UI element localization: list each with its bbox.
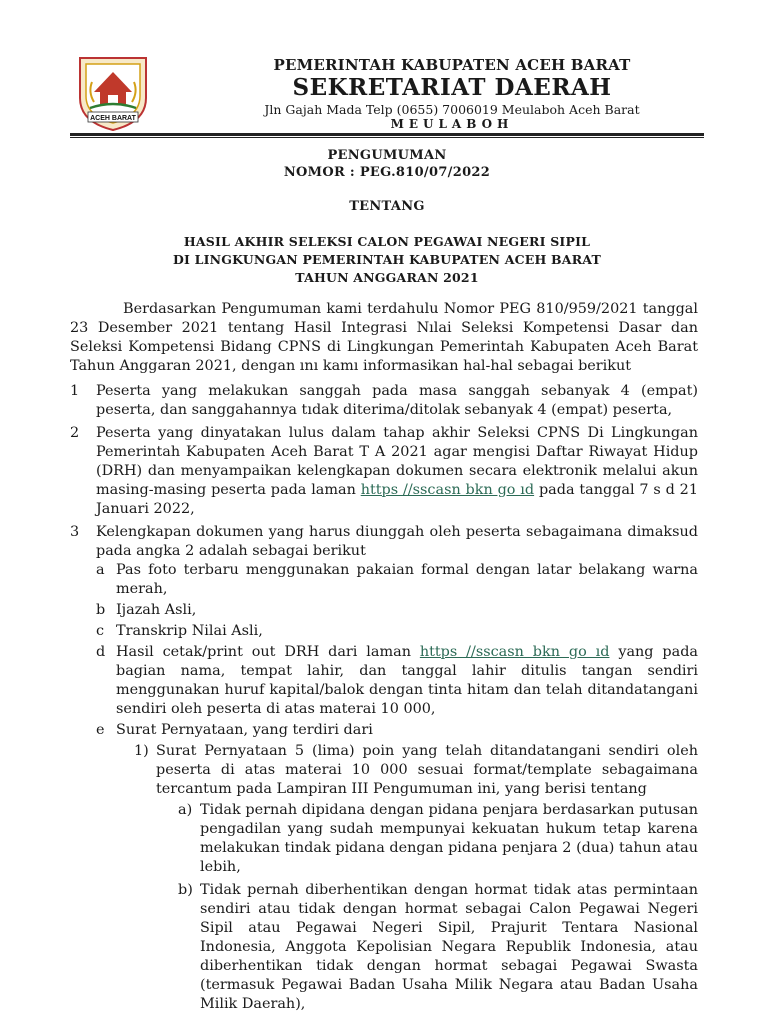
sub-item-label: e [96,722,105,738]
title-line: TAHUN ANGGARAN 2021 [295,270,479,285]
sub-item-text: Hasil cetak/print out DRH dari laman [116,644,420,660]
sub-item-label: b [96,602,106,618]
sub-item-label: c [96,623,105,639]
office-address: Jln Gajah Mada Telp (0655) 7006019 Meulaboh Aceh Barat [264,102,640,117]
item-number: 3 [70,524,80,540]
sub-item-text: Ijazah Asli, [116,602,197,618]
office-city: MEULABOH [390,117,514,131]
clause-text: Tidak pernah diberhentikan dengan hormat tidak atas permintaan sendiri atau tidak dengan hormat sebagai Calon Pegawai Negeri Sipil atau Pegawai Negeri Sipil, Prajurit Tentara Nasional Indonesia, Anggota Kepolisian Negara Republik Indonesia, atau diberhentikan tidak dengan hormat sebagai Pegawai Swasta (termasuk Pegawai Badan Usaha Milik Negara atau Badan Usaha Milik Daerah), [200,882,698,1012]
document-title [70,233,704,287]
sub-item-label: d [96,644,106,660]
clause-text: Tidak pernah dipidana dengan pidana penjara berdasarkan putusan pengadilan yang sudah mempunyai kekuatan hukum tetap karena melakukan tindak pidana dengan pidana penjara 2 (dua) tahun atau lebih, [200,802,698,875]
item-text: Kelengkapan dokumen yang harus diunggah oleh peserta sebagaimana dimaksud pada angka 2 adalah sebagai berikut [96,524,698,559]
sub-item [96,622,698,641]
list-item [70,424,698,519]
document-body [70,300,698,1018]
sscasn-link[interactable]: https //sscasn bkn go ıd [419,644,610,660]
sub-item [96,601,698,620]
sub-item-text: Pas foto terbaru menggunakan pakaian formal dengan latar belakang warna merah, [116,562,698,597]
title-line: HASIL AKHIR SELEKSI CALON PEGAWAI NEGERI SIPIL [183,234,591,249]
item-number: 1 [70,383,80,399]
intro-paragraph: Berdasarkan Pengumuman kami terdahulu Nomor PEG 810/959/2021 tanggal 23 Desember 2021 tentang Hasil Integrasi Nılai Seleksi Kompetensi Dasar dan Seleksi Kompetensi Bidang CPNS di Lingkungan Pemerintah Kabupaten Aceh Barat Tahun Anggaran 2021, dengan ını kamı informasikan hal-hal sebagai berikut [70,301,698,374]
sub-sub-item [134,742,698,1014]
document-type: PENGUMUMAN [327,148,447,163]
sub-item [96,643,698,719]
sub-sub-item-label: 1) [134,743,149,759]
list-item [70,523,698,1014]
sub-item-text: yang pada bagian nama, tempat lahir, dan tanggal lahir ditulis tangan sendiri menggunakan huruf kapital/balok dengan tinta hitam dan telah ditandatangani sendiri oleh peserta di atas materai 10 000, [116,644,698,717]
sub-item-text: Surat Pernyataan, yang terdiri dari [116,722,373,738]
letterhead-rule-thin [70,137,704,138]
government-name: PEMERINTAH KABUPATEN ACEH BARAT [273,56,631,74]
clause-label: b) [178,882,193,898]
clause-item [178,881,698,1014]
sscasn-link[interactable]: https //sscasn bkn go ıd [360,482,535,498]
document-about: TENTANG [349,199,425,214]
item-text: Peserta yang dinyatakan lulus dalam tahap akhir Seleksi CPNS Di Lingkungan Pemerintah Kabupaten Aceh Barat T A 2021 agar mengisi Daftar Riwayat Hidup (DRH) dan menyampaikan kelengkapan dokumen secara elektronik melalui akun masing-masing peserta pada laman [96,425,698,498]
letterhead-rule [70,133,704,136]
document-number: NOMOR : PEG.810/07/2022 [283,165,491,180]
logo-label: ACEH BARAT [90,115,136,122]
sub-item [96,721,698,1014]
sub-sub-item-text: Surat Pernyataan 5 (lima) poin yang telah ditandatangani sendiri oleh peserta di atas materai 10 000 sesuai format/template sebagaimana tercantum pada Lampiran III Pengumuman ini, yang berisi tentang [156,743,698,797]
sub-item-text: Transkrip Nilai Asli, [116,623,263,639]
item-number: 2 [70,425,80,441]
item-text: Peserta yang melakukan sanggah pada masa sanggah sebanyak 4 (empat) peserta, dan sanggahannya tıdak diterima/ditolak sebanyak 4 (empat) peserta, [96,383,698,418]
aceh-barat-emblem-icon [72,52,154,132]
office-name: SEKRETARIAT DAERAH [292,74,612,101]
letterhead [72,52,712,134]
sub-item-label: a [96,562,105,578]
clause-item [178,801,698,877]
sub-item [96,561,698,599]
letterhead-text [192,56,712,131]
title-line: DI LINGKUNGAN PEMERINTAH KABUPATEN ACEH BARAT [172,252,602,267]
clause-label: a) [178,802,193,818]
item-text: pada tanggal 7 s d 21 Januari 2022, [96,482,698,517]
list-item [70,382,698,420]
